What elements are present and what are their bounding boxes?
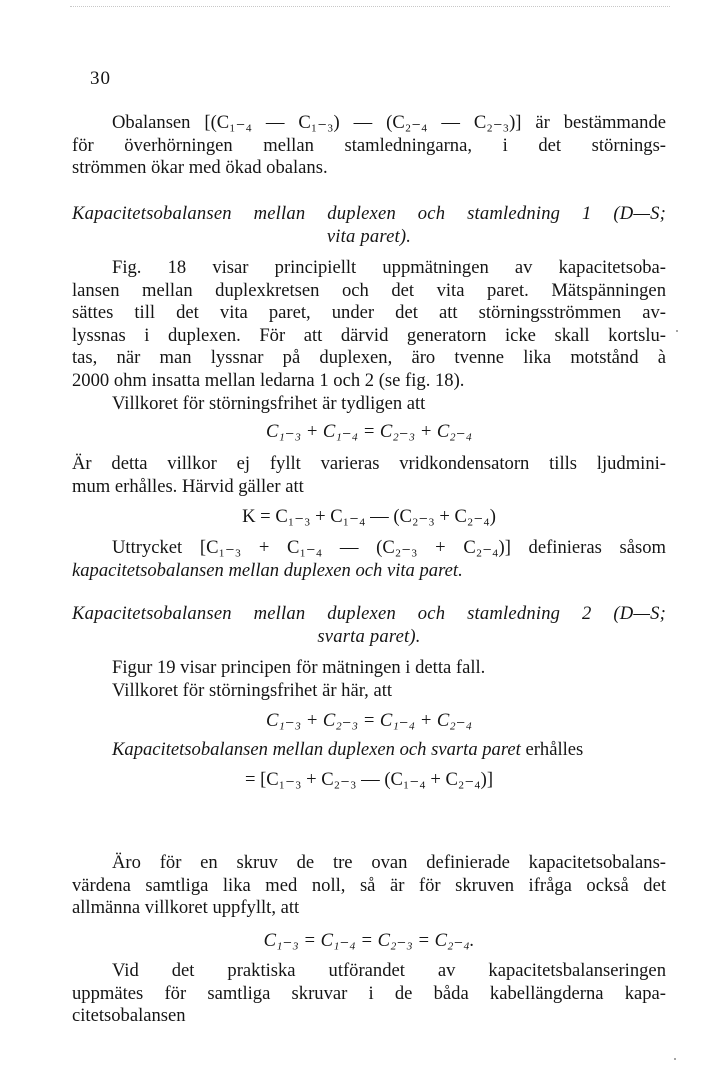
text-line: tas, när man lyssnar på duplexen, äro tvenne lika motstånd à xyxy=(72,347,666,369)
text-line: kapacitetsobalansen mellan duplexen och vita paret. xyxy=(72,559,463,581)
paragraph-svarta-obalans xyxy=(72,739,666,762)
text-run: erhålles xyxy=(520,739,584,760)
section-heading-svarta-paret xyxy=(72,603,666,648)
heading-line: vita paret). xyxy=(326,225,412,247)
heading-line: Kapacitetsobalansen mellan duplexen och stamledning 1 (D—S; xyxy=(72,203,666,224)
text-line: lansen mellan duplexkretsen och det vita paret. Mätspänningen xyxy=(72,279,666,301)
text-line: Villkoret för störningsfrihet är här, att xyxy=(112,679,393,701)
scan-speck xyxy=(676,330,678,332)
paragraph-villkor xyxy=(72,453,666,498)
formula-condition-1: C₁₋₃ + C₁₋₄ = C₂₋₃ + C₂₋₄ xyxy=(265,421,473,442)
text-line: Vid det praktiska utförandet av kapacitetsbalanseringen xyxy=(112,960,666,981)
paragraph-obalans xyxy=(72,112,666,180)
text-line: för överhörningen mellan stamledningarna, i det störnings- xyxy=(72,134,666,156)
paragraph-skruv xyxy=(72,852,666,920)
text-line: sättes till det vita paret, under det att störningsströmmen av- xyxy=(72,302,666,324)
text-line: Är detta villkor ej fyllt varieras vridkondensatorn tills ljudmini- xyxy=(72,453,666,474)
text-line: Äro för en skruv de tre ovan definierade kapacitetsobalans- xyxy=(112,852,666,873)
heading-line: svarta paret). xyxy=(317,625,421,647)
text-line: strömmen ökar med ökad obalans. xyxy=(72,157,328,179)
text-line: lyssnas i duplexen. För att därvid generatorn icke skall kortslu- xyxy=(72,324,666,346)
text-line: Figur 19 visar principen för mätningen i detta fall. xyxy=(112,657,486,678)
text-line: mum erhålles. Härvid gäller att xyxy=(72,475,304,497)
paragraph-fig19 xyxy=(72,657,666,702)
paragraph-fig18 xyxy=(72,257,666,415)
paragraph-uttrycket xyxy=(72,537,666,582)
scan-speck xyxy=(674,1058,676,1060)
italic-term: Kapacitetsobalansen mellan duplexen och svarta paret xyxy=(112,739,521,760)
text-line: Fig. 18 visar principiellt uppmätningen av kapacitetsoba- xyxy=(112,257,666,278)
text-line: Obalansen [(C₁₋₄ — C₁₋₃) — (C₂₋₄ — C₂₋₃)] är bestämmande xyxy=(112,112,666,133)
text-line xyxy=(72,739,666,762)
text-line: värdena samtliga lika med noll, så är för skruven ifråga också det xyxy=(72,874,666,896)
section-heading-vita-paret xyxy=(72,203,666,248)
heading-line: Kapacitetsobalansen mellan duplexen och stamledning 2 (D—S; xyxy=(72,603,666,624)
formula-svarta: = [C₁₋₃ + C₂₋₃ — (C₁₋₄ + C₂₋₄)] xyxy=(244,769,494,790)
text-line: Uttrycket [C₁₋₃ + C₁₋₄ — (C₂₋₃ + C₂₋₄)] definieras såsom xyxy=(112,537,666,558)
paragraph-praktiska xyxy=(72,960,666,1028)
text-line: 2000 ohm insatta mellan ledarna 1 och 2 (se fig. 18). xyxy=(72,369,465,391)
text-line: Villkoret för störningsfrihet är tydligen att xyxy=(112,392,426,414)
text-line: allmänna villkoret uppfyllt, att xyxy=(72,897,300,919)
page-number: 30 xyxy=(90,68,111,89)
formula-k: K = C₁₋₃ + C₁₋₄ — (C₂₋₃ + C₂₋₄) xyxy=(242,506,496,527)
formula-general: C₁₋₃ = C₁₋₄ = C₂₋₃ = C₂₋₄. xyxy=(263,930,475,951)
formula-condition-2: C₁₋₃ + C₂₋₃ = C₁₋₄ + C₂₋₄ xyxy=(265,710,473,731)
text-line: citetsobalansen xyxy=(72,1005,186,1027)
scan-edge-line xyxy=(70,6,670,8)
text-line: uppmätes för samtliga skruvar i de båda kabellängderna kapa- xyxy=(72,982,666,1004)
